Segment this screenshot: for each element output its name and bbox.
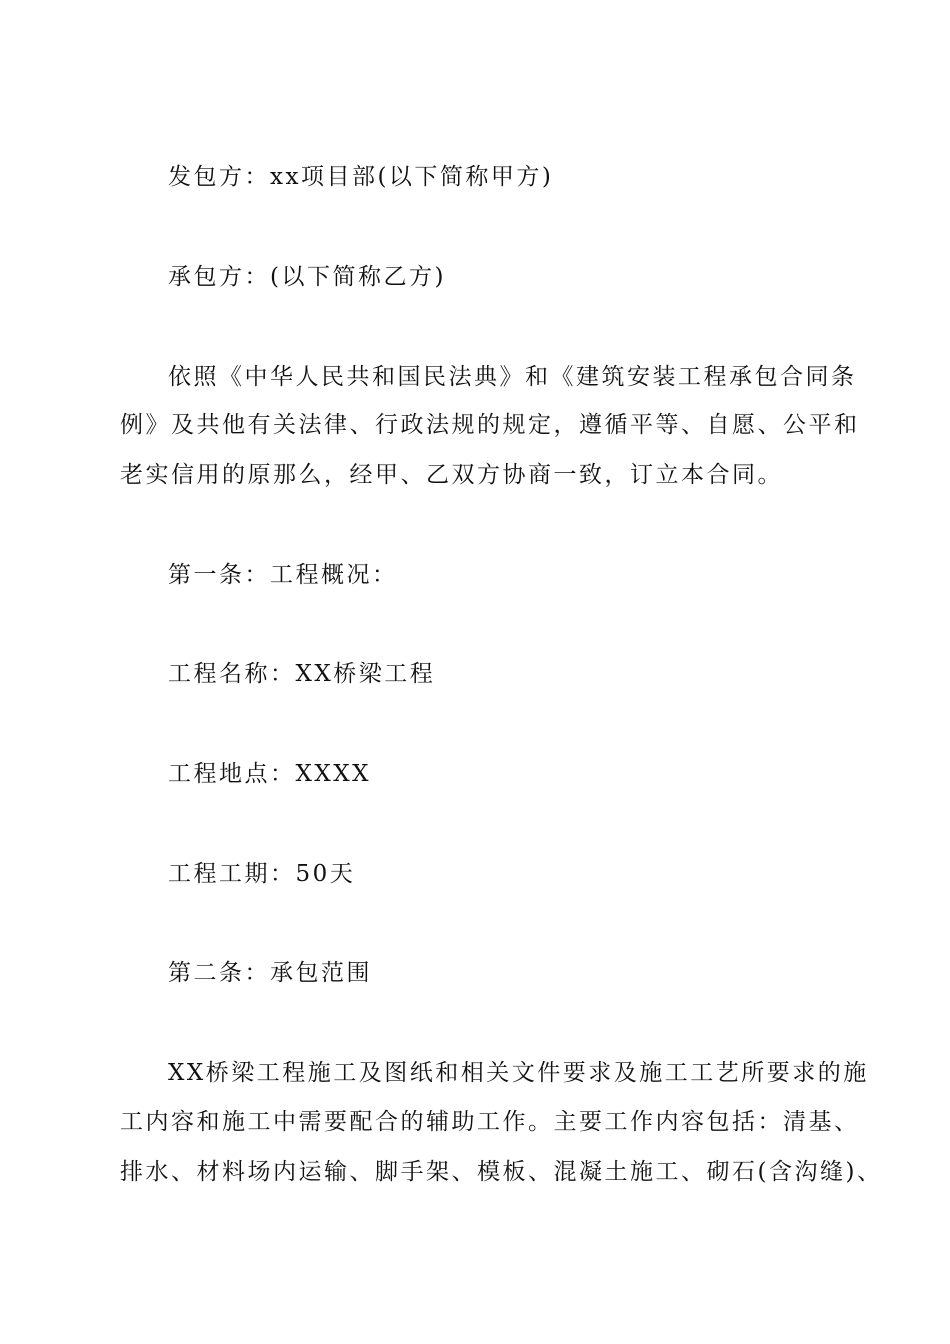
article1-title: 第一条：工程概况： xyxy=(168,562,398,588)
project-duration-line: 工程工期：50天 xyxy=(168,861,356,887)
preamble-line-1: 依照《中华人民共和国民法典》和《建筑安装工程承包合同条 xyxy=(168,364,857,390)
preamble-line-2: 例》及共他有关法律、行政法规的规定，遵循平等、自愿、公平和 xyxy=(120,412,860,438)
scope-line-3: 排水、材料场内运输、脚手架、模板、混凝土施工、砌石(含沟缝)、 xyxy=(120,1159,883,1185)
preamble-line-3: 老实信用的原那么，经甲、乙双方协商一致，订立本合同。 xyxy=(120,462,783,488)
project-name-line: 工程名称：XX桥梁工程 xyxy=(168,661,436,687)
scope-line-1: XX桥梁工程施工及图纸和相关文件要求及施工工艺所要求的施 xyxy=(168,1060,869,1086)
party-b-line: 承包方：(以下简称乙方) xyxy=(168,264,446,290)
project-location-line: 工程地点：XXXX xyxy=(168,761,371,787)
scope-line-2: 工内容和施工中需要配合的辅助工作。主要工作内容包括：清基、 xyxy=(120,1109,860,1135)
article2-title: 第二条：承包范围 xyxy=(168,960,372,986)
party-a-line: 发包方：xx项目部(以下简称甲方) xyxy=(168,164,554,190)
